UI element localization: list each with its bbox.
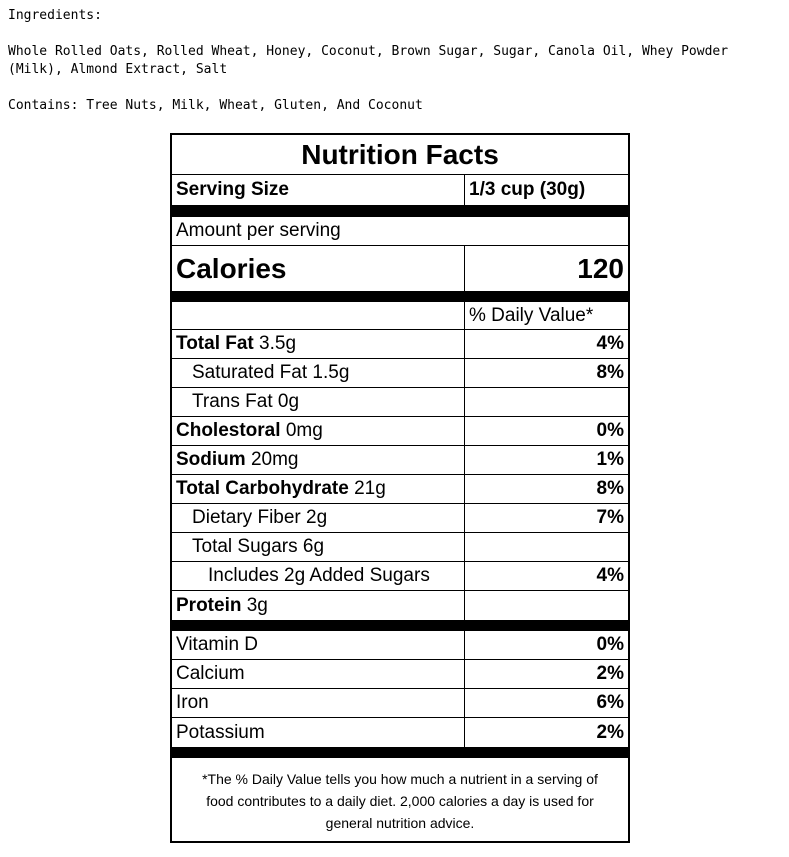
vitamin-name: Vitamin D xyxy=(172,631,465,659)
nutrient-row xyxy=(172,562,628,591)
nutrient-dv: 4% xyxy=(596,333,624,354)
nutrient-name: Cholestoral xyxy=(176,420,281,441)
thick-divider xyxy=(172,620,628,631)
nutrient-dv xyxy=(465,591,628,620)
nutrient-dv: 4% xyxy=(596,565,624,586)
blank-cell xyxy=(172,302,465,329)
nutrient-amount: 2g xyxy=(306,507,328,528)
nutrient-amount: 0mg xyxy=(285,420,323,441)
allergen-statement: Contains: Tree Nuts, Milk, Wheat, Gluten, And Coconut xyxy=(8,98,423,113)
thick-divider xyxy=(172,747,628,758)
daily-value-header: % Daily Value* xyxy=(469,304,594,326)
nutrient-amount: 21g xyxy=(354,478,386,499)
nutrient-dv: 7% xyxy=(596,507,624,528)
vitamin-dv: 2% xyxy=(596,721,624,743)
vitamin-row xyxy=(172,718,628,747)
ingredients-list: Whole Rolled Oats, Rolled Wheat, Honey, Coconut, Brown Sugar, Sugar, Canola Oil, Whey Powder (Milk), Almond Extract, Salt xyxy=(8,44,736,77)
nutrient-name: Sodium xyxy=(176,449,246,470)
nutrient-row xyxy=(172,330,628,359)
nutrient-name: Protein xyxy=(176,594,242,616)
thick-divider xyxy=(172,206,628,217)
daily-value-footnote: *The % Daily Value tells you how much a nutrient in a serving of food contributes to a daily diet. 2,000 calories a day is used for general nutrition advice. xyxy=(202,771,598,831)
serving-size-label: Serving Size xyxy=(172,175,465,205)
nutrient-row xyxy=(172,417,628,446)
nutrient-row xyxy=(172,475,628,504)
nutrient-dv: 8% xyxy=(596,362,624,383)
vitamin-dv: 2% xyxy=(596,663,624,684)
amount-per-serving-row xyxy=(172,217,628,246)
nutrient-dv: 8% xyxy=(596,478,624,499)
vitamin-row xyxy=(172,660,628,689)
nutrient-name: Trans Fat xyxy=(192,391,273,412)
nutrient-name: Total Carbohydrate xyxy=(176,478,349,499)
amount-per-serving-label: Amount per serving xyxy=(176,220,341,241)
label-title: Nutrition Facts xyxy=(172,135,628,175)
thick-divider xyxy=(172,291,628,302)
calories-label: Calories xyxy=(172,246,465,291)
nutrient-row xyxy=(172,446,628,475)
nutrient-row xyxy=(172,591,628,620)
daily-value-header-row xyxy=(172,302,628,330)
ingredients-heading: Ingredients: xyxy=(8,8,102,23)
nutrient-dv xyxy=(465,388,628,416)
nutrient-amount: 3g xyxy=(246,594,268,616)
nutrient-name: Total Sugars xyxy=(192,536,298,557)
nutrition-facts-label xyxy=(170,133,630,843)
nutrient-dv xyxy=(465,533,628,561)
nutrient-name: Includes 2g Added Sugars xyxy=(208,565,430,586)
nutrient-amount: 0g xyxy=(277,391,300,412)
nutrient-row xyxy=(172,504,628,533)
calories-row xyxy=(172,246,628,291)
nutrient-name: Dietary Fiber xyxy=(192,507,301,528)
nutrient-amount: 6g xyxy=(302,536,325,557)
vitamin-name: Potassium xyxy=(172,718,465,747)
nutrient-row xyxy=(172,359,628,388)
nutrient-row xyxy=(172,388,628,417)
nutrient-name: Total Fat xyxy=(176,333,254,354)
vitamin-row xyxy=(172,689,628,718)
serving-size-row xyxy=(172,175,628,206)
nutrient-name: Saturated Fat xyxy=(192,362,308,383)
vitamin-dv: 6% xyxy=(596,692,624,713)
calories-value: 120 xyxy=(577,252,624,284)
nutrient-amount: 1.5g xyxy=(312,362,350,383)
vitamin-name: Iron xyxy=(172,689,465,717)
nutrient-dv: 1% xyxy=(596,449,624,470)
nutrient-dv: 0% xyxy=(596,420,624,441)
nutrient-amount: 3.5g xyxy=(259,333,297,354)
vitamin-row xyxy=(172,631,628,660)
vitamin-dv: 0% xyxy=(596,634,624,655)
nutrient-amount: 20mg xyxy=(250,449,299,470)
nutrient-row xyxy=(172,533,628,562)
serving-size-value: 1/3 cup (30g) xyxy=(469,179,586,200)
vitamin-name: Calcium xyxy=(172,660,465,688)
